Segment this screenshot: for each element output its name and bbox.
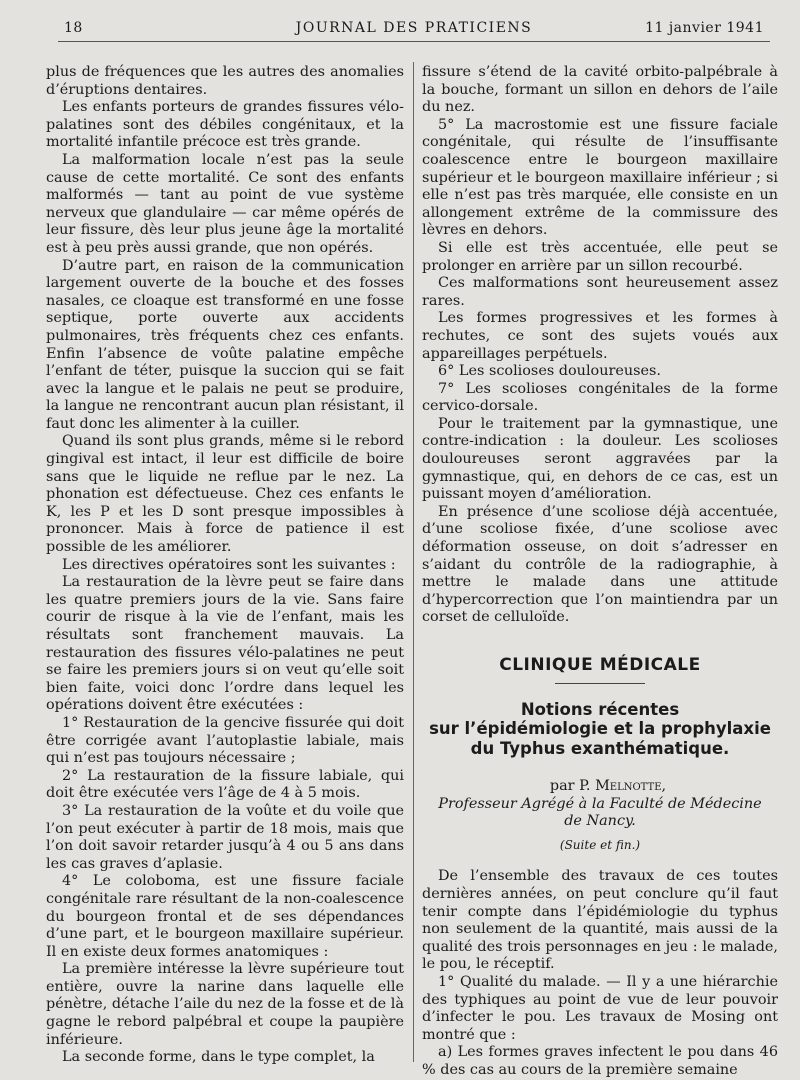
byline-par: par P. (549, 778, 591, 795)
paragraph: La seconde forme, dans le type complet, la (62, 1049, 375, 1066)
article-title-line: du Typhus exanthématique. (470, 738, 730, 758)
paragraph: En présence d’une scoliose déjà accentuée, d’une scoliose fixée, d’une scoliose avec déformation osseuse, on doit s’adresser en s’aidant du contrôle de la radiographie, à mettre le malade dans une attitude d’hypercorrection que l’on maintiendra par un corset de celluloïde. (422, 503, 778, 626)
paragraph: La première intéresse la lèvre supérieure tout entière, ouvre la narine dans laquelle elle pénètre, détache l’aile du nez de la fosse et de là gagne le rebord palpébral et coupe la paupière inférieure. (46, 961, 404, 1048)
author-title-line: Professeur Agrégé à la Faculté de Médecine (438, 795, 762, 812)
paragraph: Ces malformations sont heureusement assez rares. (422, 275, 778, 309)
paragraph: 7° Les scolioses congénitales de la forme cervico-dorsale. (422, 380, 778, 415)
paragraph: plus de fréquences que les autres des anomalies d’éruptions dentaires. (46, 64, 404, 98)
paragraph: Les enfants porteurs de grandes fissures vélo-palatines sont des débiles congénitaux, et la mortalité infantile précoce est très grande. (46, 99, 404, 151)
paragraph: 4° Le coloboma, est une fissure faciale congénitale rare résultant de la non-coalescence du bourgeon frontal et de ses dépendances d’une part, et le bourgeon maxillaire supérieur. Il en existe deux formes anatomiques : (46, 873, 404, 960)
byline (422, 778, 778, 796)
issue-date: 11 janvier 1941 (645, 20, 764, 36)
paragraph: La restauration de la lèvre peut se faire dans les quatre premiers jours de la vie. Sans faire courir de risque à la vie de l’enfant, mais les résultats sont franchement mauvais. La restauration des fissures vélo-palatines ne peut se faire les premiers jours si on veut qu’elle soit bien faite, voici donc l’ordre dans lequel les opérations doivent être exécutées : (46, 574, 404, 714)
paragraph: De l’ensemble des travaux de ces toutes dernières années, on peut conclure qu’il faut tenir compte dans l’épidémiologie du typhus non seulement de la quantité, mais aussi de la qualité des trois personnages en jeu : le malade, le pou, le réceptif. (422, 868, 778, 973)
page-number: 18 (64, 20, 83, 36)
paragraph: 1° Restauration de la gencive fissurée qui doit être corrigée avant l’autoplastie labiale, mais qui n’est pas toujours nécessaire ; (46, 714, 404, 767)
paragraph: Les formes progressives et les formes à rechutes, ce sont des sujets voués aux appareillages perpétuels. (422, 310, 778, 362)
paragraph: Pour le traitement par la gymnastique, une contre-indication : la douleur. Les scolioses douloureuses seront aggravées par la gymnastique, qui, en dehors de ce cas, est un puissant moyen d’amélioration. (422, 415, 778, 503)
paragraph: 2° La restauration de la fissure labiale, qui doit être exécutée vers l’âge de 4 à 5 mois. (46, 767, 404, 802)
paragraph: 5° La macrostomie est une fissure faciale congénitale, qui résulte de l’insuffisante coalescence entre le bourgeon maxillaire supérieur et le bourgeon maxillaire inférieur ; si elle n’est pas très marquée, elle consiste en un allongement extrême de la commissure des lèvres en dehors. (422, 116, 778, 239)
author-name: Melnotte, (595, 778, 667, 795)
section-rule (555, 683, 645, 684)
paragraph: La malformation locale n’est pas la seule cause de cette mortalité. Ce sont des enfants malformés — tant au point de vue système nerveux que glandulaire — car même opérés de leur fissure, dès leur plus jeune âge la mortalité est à peu près aussi grande, que non opérés. (46, 151, 404, 256)
left-column (46, 64, 404, 1064)
continuation-note: (Suite et fin.) (559, 837, 641, 852)
paragraph: D’autre part, en raison de la communication largement ouverte de la bouche et des fosses nasales, ce cloaque est transformé en une fosse septique, porte ouverte aux accidents pulmonaires, très fréquents chez ces enfants. Enfin l’absence de voûte palatine empêche l’enfant de téter, puisque la succion qui se fait avec la langue et le palais ne peut se produire, la langue ne rencontrant aucun plan résistant, il faut donc les alimenter à la cuiller. (46, 257, 404, 432)
page-header (58, 18, 770, 42)
article-title (422, 700, 778, 759)
header-rule (58, 41, 770, 42)
paragraph: Si elle est très accentuée, elle peut se prolonger en arrière par un sillon recourbé. (422, 239, 778, 274)
paragraph: 1° Qualité du malade. — Il y a une hiérarchie des typhiques au point de vue de leur pouvoir d’infecter le pou. Les travaux de Mosing ont montré que : (422, 974, 778, 1043)
paragraph: 6° Les scolioses douloureuses. (438, 363, 661, 380)
paragraph: fissure s’étend de la cavité orbito-palpébrale à la bouche, formant un sillon en dehors de l’aile du nez. (422, 64, 778, 116)
section-title: CLINIQUE MÉDICALE (499, 655, 701, 675)
article-title-line: Notions récentes (520, 699, 680, 719)
paragraph: Quand ils sont plus grands, même si le rebord gingival est intact, il leur est difficile de boire sans que le liquide ne reflue par le nez. La phonation est défectueuse. Chez ces enfants le K, les P et les D sont presque impossibles à prononcer. Mais à force de patience il est possible de les améliorer. (46, 433, 404, 556)
author-title-line: de Nancy. (564, 813, 636, 830)
paragraph: Les directives opératoires sont les suivantes : (62, 556, 396, 573)
article-title-line: sur l’épidémiologie et la prophylaxie (429, 719, 771, 739)
paragraph: a) Les formes graves infectent le pou dans 46 % des cas au cours de la première semaine (422, 1044, 778, 1078)
right-column (422, 64, 778, 1078)
author-title (422, 796, 778, 831)
paragraph: 3° La restauration de la voûte et du voile que l’on peut exécuter à partir de 18 mois, mais que l’on doit savoir retarder jusqu’à 4 ou 5 ans dans les cas graves d’aplasie. (46, 802, 404, 872)
column-divider (413, 62, 414, 1062)
journal-title: JOURNAL DES PRATICIENS (295, 20, 533, 36)
